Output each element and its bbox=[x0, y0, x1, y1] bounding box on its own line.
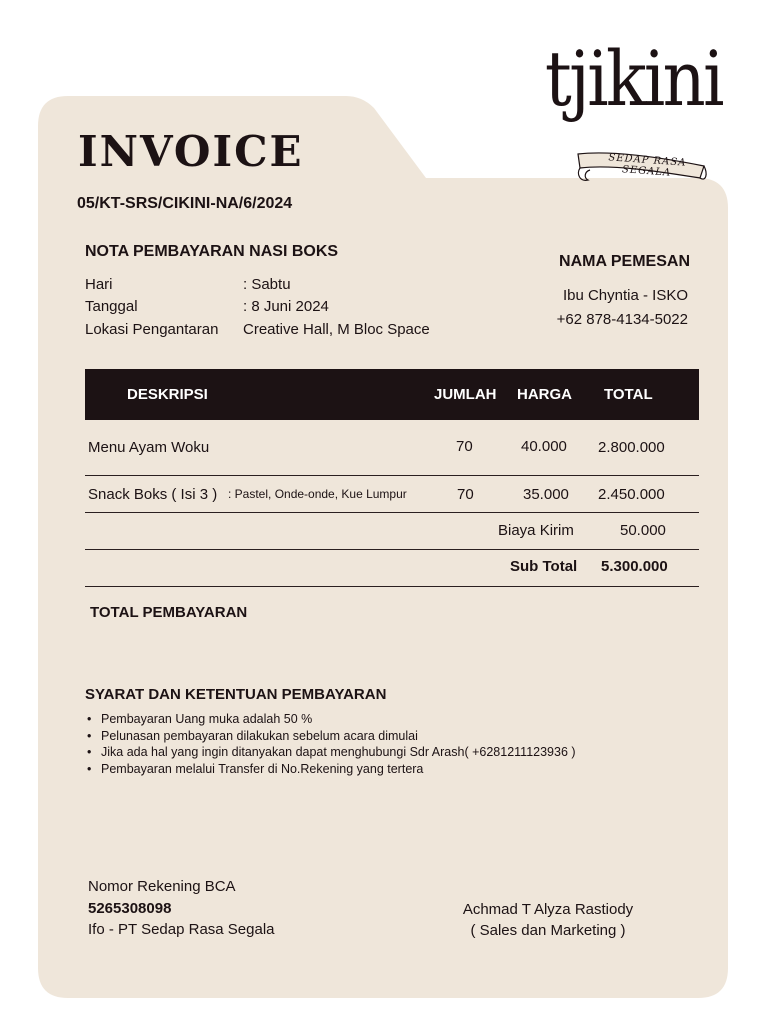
pemesan-phone: +62 878-4134-5022 bbox=[556, 311, 688, 328]
shipping-divider-left bbox=[85, 549, 437, 550]
shipping-divider-right bbox=[437, 549, 699, 550]
row-2-divider bbox=[85, 512, 699, 513]
header-jumlah: JUMLAH bbox=[434, 386, 497, 403]
row-2-desc: Snack Boks ( Isi 3 ) bbox=[88, 486, 218, 503]
header-deskripsi: DESKRIPSI bbox=[127, 386, 208, 403]
shipping-label: Biaya Kirim bbox=[498, 522, 574, 539]
invoice-title: INVOICE bbox=[78, 127, 304, 176]
term-item: • Pembayaran melalui Transfer di No.Rekening yang tertera bbox=[85, 761, 576, 778]
info-value-hari: : Sabtu bbox=[243, 276, 291, 293]
nota-title: NOTA PEMBAYARAN NASI BOKS bbox=[85, 243, 339, 260]
info-label-lokasi: Lokasi Pengantaran bbox=[85, 321, 219, 338]
terms-list bbox=[85, 711, 576, 777]
row-1-price: 40.000 bbox=[521, 438, 567, 455]
card-background bbox=[38, 96, 728, 998]
bank-account-holder: Ifo - PT Sedap Rasa Segala bbox=[88, 921, 275, 938]
info-label-hari: Hari bbox=[85, 276, 113, 293]
brand-wordmark: tjikini bbox=[544, 34, 722, 123]
shipping-value: 50.000 bbox=[620, 522, 666, 539]
row-2-price: 35.000 bbox=[523, 486, 569, 503]
info-value-tanggal: : 8 Juni 2024 bbox=[243, 298, 329, 315]
term-item: • Jika ada hal yang ingin ditanyakan dapat menghubungi Sdr Arash( +6281211123936 ) bbox=[85, 744, 576, 761]
info-value-lokasi: Creative Hall, M Bloc Space bbox=[243, 321, 430, 338]
invoice-number: 05/KT-SRS/CIKINI-NA/6/2024 bbox=[77, 195, 293, 212]
brand-tagline: SEDAP RASA SEGALA bbox=[608, 152, 687, 179]
row-2-total: 2.450.000 bbox=[598, 486, 665, 503]
row-2-note: : Pastel, Onde-onde, Kue Lumpur bbox=[228, 487, 407, 501]
pemesan-title: NAMA PEMESAN bbox=[559, 253, 690, 270]
subtotal-value: 5.300.000 bbox=[601, 558, 668, 575]
info-label-tanggal: Tanggal bbox=[85, 298, 138, 315]
signatory-name: Achmad T Alyza Rastiody bbox=[462, 901, 634, 918]
terms-title: SYARAT DAN KETENTUAN PEMBAYARAN bbox=[85, 686, 387, 703]
term-item: • Pelunasan pembayaran dilakukan sebelum acara dimulai bbox=[85, 728, 576, 745]
row-2-qty: 70 bbox=[457, 486, 474, 503]
brand-logo bbox=[534, 34, 722, 179]
subtotal-divider bbox=[85, 586, 699, 587]
total-payment-label: TOTAL PEMBAYARAN bbox=[90, 604, 248, 621]
subtotal-label: Sub Total bbox=[510, 558, 578, 575]
row-1-total: 2.800.000 bbox=[598, 439, 665, 456]
bank-label: Nomor Rekening BCA bbox=[88, 878, 236, 895]
pemesan-name: Ibu Chyntia - ISKO bbox=[562, 287, 688, 304]
row-1-divider bbox=[85, 475, 699, 476]
header-total: TOTAL bbox=[604, 386, 653, 403]
row-1-desc: Menu Ayam Woku bbox=[88, 439, 210, 456]
term-item: • Pembayaran Uang muka adalah 50 % bbox=[85, 711, 576, 728]
header-harga: HARGA bbox=[517, 386, 572, 403]
bank-account-number: 5265308098 bbox=[88, 900, 172, 917]
signatory-role: ( Sales dan Marketing ) bbox=[470, 922, 626, 939]
row-1-qty: 70 bbox=[456, 438, 473, 455]
